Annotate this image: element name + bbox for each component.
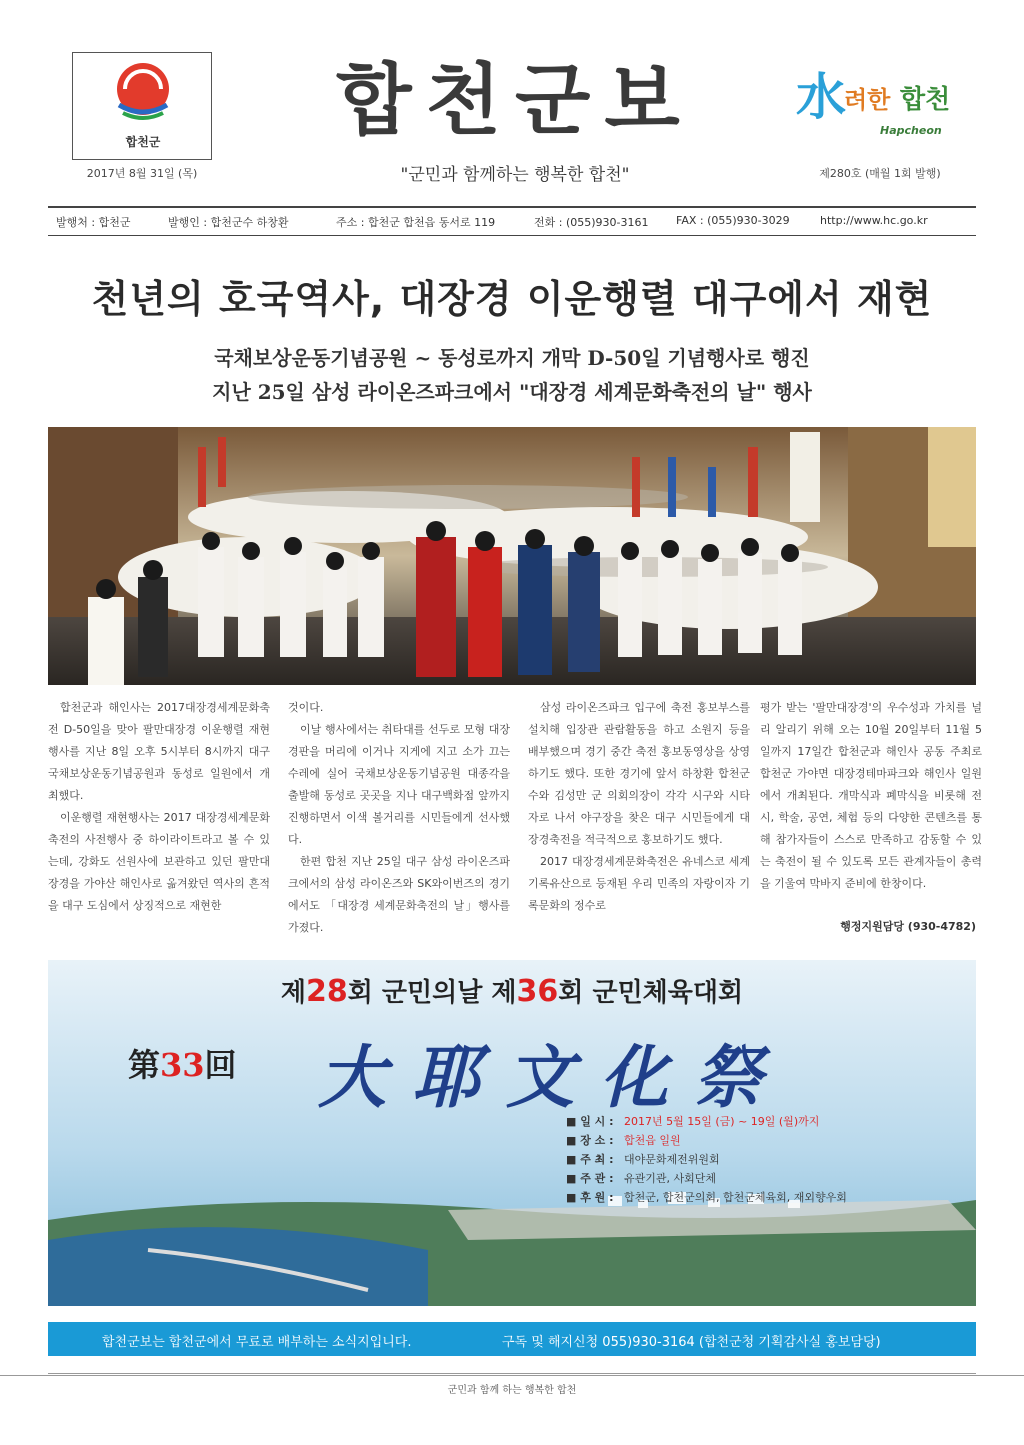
website-link[interactable]: http://www.hc.go.kr xyxy=(820,214,928,227)
newspaper-title: 합천군보 xyxy=(336,56,694,146)
article-paragraph: 한편 합천 지난 25일 대구 삼성 라이온즈파크에서의 삼성 라이온즈와 SK와이번즈의 경기에서도 「대장경 세계문화축전의 날」행사를 가졌다. xyxy=(288,855,510,934)
ad-info-key: ■ 주 관 : xyxy=(566,1172,614,1185)
article-column-1 xyxy=(48,697,270,917)
ad-edition xyxy=(128,1040,237,1086)
ad-info-value: 합천읍 일원 xyxy=(624,1134,681,1147)
subscription-contact: 구독 및 해지신청 055)930-3164 (합천군청 기획감사실 홍보담당) xyxy=(502,1335,881,1350)
ad-text: 第 xyxy=(128,1046,161,1084)
ad-text: 회 군민체육대회 xyxy=(558,978,744,1008)
publisher-info-bar xyxy=(48,206,976,236)
county-emblem-icon xyxy=(113,61,173,127)
brand-logo-name: 합천 xyxy=(900,85,951,115)
ad-number: 36 xyxy=(516,974,559,1009)
article-paragraph: 이날 행사에서는 취타대를 선두로 모형 대장경판을 머리에 이거나 지게에 지고 소가 끄는 수레에 실어 국채보상운동기념공원 대종각을 출발해 동성로 곳곳을 지나 대구백화점 앞까지 진행하면서 이색 볼거리를 시민들에게 선사했다. xyxy=(288,723,510,846)
subscription-footer-bar xyxy=(48,1322,976,1356)
footer-divider xyxy=(48,1373,976,1374)
article-paragraph: 이운행렬 재현행사는 2017 대장경세계문화축전의 사전행사 중 하이라이트라고 볼 수 있는데, 강화도 선원사에 보관하고 있던 팔만대장경을 가야산 해인사로 옮겨왔던 역사의 흔적을 대구 도심에서 상징적으로 재현한 xyxy=(48,811,270,912)
brand-logo-water-char: 水 xyxy=(796,68,846,126)
festival-ad-banner xyxy=(48,960,976,1306)
article-headline: 천년의 호국역사, 대장경 이운행렬 대구에서 재현 xyxy=(91,277,933,321)
page-footer-slogan: 군민과 함께 하는 행복한 합천 xyxy=(0,1375,1024,1396)
ad-info-value: 유관기관, 사회단체 xyxy=(624,1172,717,1185)
ad-info-key: ■ 후 원 : xyxy=(566,1191,614,1204)
issue-date: 2017년 8월 31일 (목) xyxy=(86,167,198,180)
publisher: 발행처 : 합천군 xyxy=(56,216,131,229)
ad-info-key: ■ 장 소 : xyxy=(566,1134,614,1147)
issue-number: 제280호 (매월 1회 발행) xyxy=(819,167,941,180)
ad-number: 28 xyxy=(305,974,348,1009)
article-column-2 xyxy=(288,697,510,939)
article-paragraph: 평가 받는 '팔만대장경'의 우수성과 가치를 널리 알리기 위해 오는 10월 20일부터 11월 5일까지 17일간 합천군과 해인사 공동 주최로 합천군 가야면 대장경테마파크와 해인사 일원에서 개최된다. 개막식과 폐막식을 비롯해 전시, 학술, 공연, 체험 등의 다양한 콘텐츠를 통해 참가자들이 스스로 만족하고 감동할 수 있는 축전이 될 수 있도록 모든 관계자들이 총력을 기울여 막바지 준비에 한창이다. xyxy=(760,701,982,890)
article-subhead-1: 국채보상운동기념공원 ~ 동성로까지 개막 D-50일 기념행사로 행진 xyxy=(214,346,810,370)
ad-text: 제 xyxy=(280,978,306,1008)
free-distribution-notice: 합천군보는 합천군에서 무료로 배부하는 소식지입니다. xyxy=(102,1335,412,1350)
fax: FAX : (055)930-3029 xyxy=(676,214,790,227)
article-paragraph: 합천군과 해인사는 2017대장경세계문화축전 D-50일을 맞아 팔만대장경 이운행렬 재현행사를 지난 8일 오후 5시부터 8시까지 대구 국채보상운동기념공원과 동성로 일원에서 개최했다. xyxy=(48,701,270,802)
ad-text: 回 xyxy=(204,1046,237,1084)
article-column-3 xyxy=(528,697,750,917)
ad-info-row xyxy=(566,1131,966,1150)
ad-info-value: 2017년 5월 15일 (금) ~ 19일 (월)까지 xyxy=(624,1115,820,1128)
article-paragraph: 2017 대장경세계문화축전은 유네스코 세계기록유산으로 등재된 우리 민족의 자랑이자 기록문화의 정수로 xyxy=(528,855,750,912)
brand-sub: Hapcheon xyxy=(880,124,942,137)
ad-event-title xyxy=(48,972,976,1009)
editor: 발행인 : 합천군수 하창환 xyxy=(168,216,289,229)
county-emblem-box xyxy=(72,52,212,160)
article-paragraph: 것이다. xyxy=(288,701,324,714)
article-paragraph: 삼성 라이온즈파크 입구에 축전 홍보부스를 설치해 입장관 관람활동을 하고 소원지 등을 배부했으며 경기 중간 축전 홍보동영상을 상영하기도 했다. 또한 경기에 앞서 하창환 합천군수와 김성만 군 의회의장이 각각 시구와 시타자로 나서 야구장을 찾은 대구 시민들에게 대장경축전을 적극적으로 홍보하기도 했다. xyxy=(528,701,750,846)
ad-info-key: ■ 일 시 : xyxy=(566,1115,614,1128)
address: 주소 : 합천군 합천읍 동서로 119 xyxy=(336,216,496,229)
emblem-caption: 합천군 xyxy=(125,135,161,149)
ad-info-row xyxy=(566,1188,966,1207)
ad-info-key: ■ 주 최 : xyxy=(566,1153,614,1166)
ad-info-row xyxy=(566,1169,966,1188)
brand-logo-text: 려한 xyxy=(844,86,891,114)
article-byline: 행정지원담당 (930-4782) xyxy=(840,920,976,933)
procession-photo xyxy=(48,427,976,685)
article-subhead-2: 지난 25일 삼성 라이온즈파크에서 "대장경 세계문화축전의 날" 행사 xyxy=(212,380,812,404)
ad-info-row xyxy=(566,1150,966,1169)
ad-info-value: 대야문화제전위원회 xyxy=(624,1153,720,1166)
ad-number: 33 xyxy=(160,1046,205,1084)
ad-info-list xyxy=(566,1112,966,1207)
ad-info-row xyxy=(566,1112,966,1131)
article-column-4 xyxy=(760,697,982,895)
newspaper-slogan: "군민과 함께하는 행복한 합천" xyxy=(400,165,630,185)
phone: 전화 : (055)930-3161 xyxy=(534,216,649,229)
ad-info-value: 합천군, 합천군의회, 합천군체육회, 재외향우회 xyxy=(624,1191,847,1204)
ad-festival-name: 大耶文化祭 xyxy=(318,1038,789,1118)
ad-text: 회 군민의날 제 xyxy=(347,978,517,1008)
